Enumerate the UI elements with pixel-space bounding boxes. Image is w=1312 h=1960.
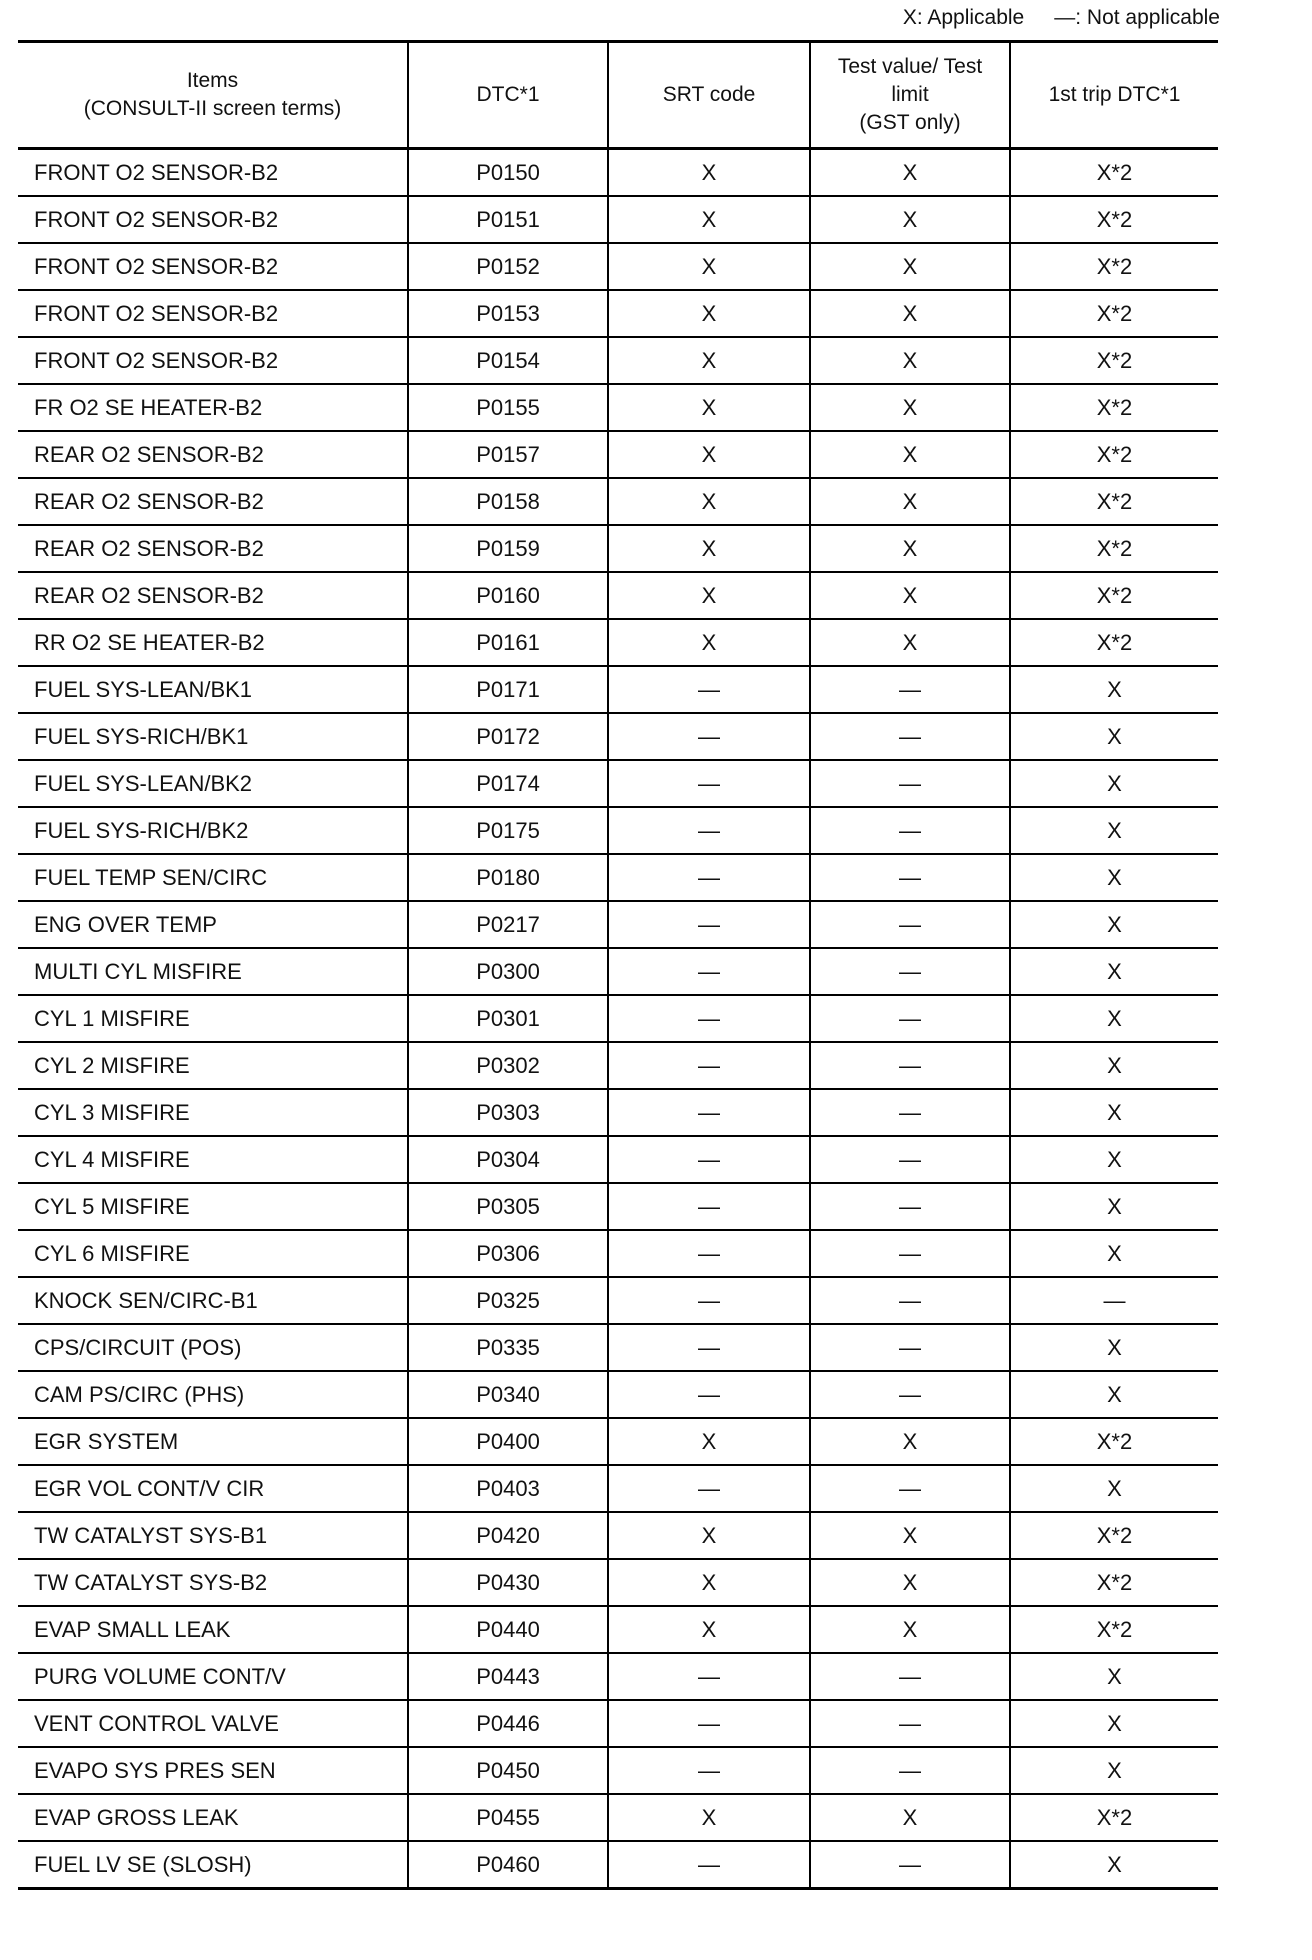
cell-srt-code: — <box>608 1465 810 1512</box>
table-row <box>18 572 1218 619</box>
cell-test-value: — <box>810 1747 1010 1794</box>
cell-srt-code: — <box>608 1747 810 1794</box>
cell-1st-trip-dtc: X <box>1010 854 1218 901</box>
cell-item: ENG OVER TEMP <box>18 901 408 948</box>
cell-item: FUEL SYS-RICH/BK2 <box>18 807 408 854</box>
cell-1st-trip-dtc: X <box>1010 1042 1218 1089</box>
cell-test-value: — <box>810 1371 1010 1418</box>
cell-test-value: X <box>810 478 1010 525</box>
cell-dtc: P0400 <box>408 1418 608 1465</box>
table-row <box>18 431 1218 478</box>
cell-dtc: P0152 <box>408 243 608 290</box>
cell-1st-trip-dtc: X*2 <box>1010 384 1218 431</box>
table-row <box>18 1653 1218 1700</box>
dtc-table <box>18 40 1218 1890</box>
cell-item: EGR VOL CONT/V CIR <box>18 1465 408 1512</box>
cell-dtc: P0151 <box>408 196 608 243</box>
cell-dtc: P0154 <box>408 337 608 384</box>
cell-test-value: — <box>810 1465 1010 1512</box>
cell-srt-code: — <box>608 1277 810 1324</box>
cell-dtc: P0150 <box>408 149 608 197</box>
cell-1st-trip-dtc: X*2 <box>1010 478 1218 525</box>
cell-srt-code: — <box>608 1841 810 1889</box>
table-row <box>18 1512 1218 1559</box>
header-test-line1: Test value/ Test <box>837 55 983 78</box>
cell-srt-code: X <box>608 196 810 243</box>
cell-1st-trip-dtc: X*2 <box>1010 1418 1218 1465</box>
cell-dtc: P0301 <box>408 995 608 1042</box>
cell-item: FRONT O2 SENSOR-B2 <box>18 149 408 197</box>
cell-1st-trip-dtc: X <box>1010 901 1218 948</box>
cell-dtc: P0172 <box>408 713 608 760</box>
table-row <box>18 619 1218 666</box>
cell-test-value: — <box>810 854 1010 901</box>
cell-dtc: P0160 <box>408 572 608 619</box>
table-row <box>18 149 1218 197</box>
table-row <box>18 666 1218 713</box>
cell-test-value: X <box>810 572 1010 619</box>
cell-test-value: X <box>810 290 1010 337</box>
cell-test-value: — <box>810 948 1010 995</box>
cell-1st-trip-dtc: X <box>1010 1324 1218 1371</box>
table-row <box>18 478 1218 525</box>
cell-dtc: P0300 <box>408 948 608 995</box>
cell-test-value: X <box>810 1606 1010 1653</box>
cell-item: EVAP GROSS LEAK <box>18 1794 408 1841</box>
table-row <box>18 1324 1218 1371</box>
table-row <box>18 948 1218 995</box>
cell-srt-code: — <box>608 854 810 901</box>
cell-item: MULTI CYL MISFIRE <box>18 948 408 995</box>
cell-1st-trip-dtc: X <box>1010 948 1218 995</box>
cell-test-value: — <box>810 1183 1010 1230</box>
cell-1st-trip-dtc: X*2 <box>1010 431 1218 478</box>
cell-srt-code: X <box>608 478 810 525</box>
legend-applicable: X: Applicable <box>902 6 1025 29</box>
cell-srt-code: — <box>608 713 810 760</box>
table-row <box>18 901 1218 948</box>
cell-srt-code: X <box>608 572 810 619</box>
table-row <box>18 1183 1218 1230</box>
cell-srt-code: — <box>608 1089 810 1136</box>
cell-test-value: — <box>810 901 1010 948</box>
cell-dtc: P0446 <box>408 1700 608 1747</box>
cell-item: REAR O2 SENSOR-B2 <box>18 431 408 478</box>
cell-item: CYL 3 MISFIRE <box>18 1089 408 1136</box>
table-row <box>18 1841 1218 1889</box>
cell-dtc: P0171 <box>408 666 608 713</box>
cell-dtc: P0302 <box>408 1042 608 1089</box>
cell-test-value: — <box>810 1089 1010 1136</box>
table-row <box>18 196 1218 243</box>
table-row <box>18 1747 1218 1794</box>
cell-item: CYL 5 MISFIRE <box>18 1183 408 1230</box>
header-srt-code: SRT code <box>608 42 810 149</box>
cell-1st-trip-dtc: X <box>1010 1183 1218 1230</box>
cell-1st-trip-dtc: X*2 <box>1010 1794 1218 1841</box>
cell-test-value: X <box>810 196 1010 243</box>
cell-1st-trip-dtc: X*2 <box>1010 572 1218 619</box>
cell-dtc: P0335 <box>408 1324 608 1371</box>
table-row <box>18 337 1218 384</box>
table-row <box>18 1559 1218 1606</box>
cell-1st-trip-dtc: X <box>1010 666 1218 713</box>
cell-dtc: P0174 <box>408 760 608 807</box>
header-test-value <box>810 42 1010 149</box>
cell-item: FRONT O2 SENSOR-B2 <box>18 290 408 337</box>
cell-item: TW CATALYST SYS-B2 <box>18 1559 408 1606</box>
cell-test-value: — <box>810 1277 1010 1324</box>
table-row <box>18 1700 1218 1747</box>
cell-item: FRONT O2 SENSOR-B2 <box>18 196 408 243</box>
cell-item: CPS/CIRCUIT (POS) <box>18 1324 408 1371</box>
cell-1st-trip-dtc: X <box>1010 1841 1218 1889</box>
header-1st-trip-dtc: 1st trip DTC*1 <box>1010 42 1218 149</box>
cell-srt-code: — <box>608 1136 810 1183</box>
cell-test-value: — <box>810 1700 1010 1747</box>
cell-test-value: — <box>810 1230 1010 1277</box>
cell-1st-trip-dtc: X <box>1010 1136 1218 1183</box>
table-body <box>18 149 1218 1889</box>
cell-srt-code: — <box>608 807 810 854</box>
cell-srt-code: — <box>608 948 810 995</box>
cell-test-value: X <box>810 431 1010 478</box>
cell-1st-trip-dtc: X*2 <box>1010 1512 1218 1559</box>
cell-item: EGR SYSTEM <box>18 1418 408 1465</box>
table-header <box>18 42 1218 149</box>
cell-srt-code: — <box>608 901 810 948</box>
cell-test-value: X <box>810 1512 1010 1559</box>
legend <box>903 6 1220 30</box>
cell-test-value: X <box>810 619 1010 666</box>
table-row <box>18 243 1218 290</box>
cell-test-value: — <box>810 1841 1010 1889</box>
cell-srt-code: X <box>608 243 810 290</box>
table-row <box>18 1042 1218 1089</box>
cell-item: REAR O2 SENSOR-B2 <box>18 525 408 572</box>
cell-item: CYL 4 MISFIRE <box>18 1136 408 1183</box>
cell-1st-trip-dtc: X*2 <box>1010 1606 1218 1653</box>
cell-1st-trip-dtc: X*2 <box>1010 149 1218 197</box>
cell-test-value: — <box>810 995 1010 1042</box>
header-test-line2: limit <box>891 83 929 106</box>
cell-test-value: X <box>810 149 1010 197</box>
cell-srt-code: X <box>608 384 810 431</box>
cell-dtc: P0305 <box>408 1183 608 1230</box>
table-row <box>18 1277 1218 1324</box>
cell-test-value: — <box>810 1653 1010 1700</box>
table-row <box>18 854 1218 901</box>
cell-1st-trip-dtc: X*2 <box>1010 525 1218 572</box>
cell-item: FUEL TEMP SEN/CIRC <box>18 854 408 901</box>
cell-item: FRONT O2 SENSOR-B2 <box>18 337 408 384</box>
cell-dtc: P0306 <box>408 1230 608 1277</box>
cell-item: VENT CONTROL VALVE <box>18 1700 408 1747</box>
cell-item: FUEL SYS-LEAN/BK1 <box>18 666 408 713</box>
cell-item: FUEL SYS-LEAN/BK2 <box>18 760 408 807</box>
cell-item: FRONT O2 SENSOR-B2 <box>18 243 408 290</box>
cell-dtc: P0304 <box>408 1136 608 1183</box>
table-row <box>18 384 1218 431</box>
header-row <box>18 42 1218 149</box>
cell-1st-trip-dtc: X*2 <box>1010 290 1218 337</box>
cell-item: CAM PS/CIRC (PHS) <box>18 1371 408 1418</box>
cell-1st-trip-dtc: X <box>1010 1747 1218 1794</box>
table-row <box>18 1089 1218 1136</box>
cell-1st-trip-dtc: X <box>1010 995 1218 1042</box>
cell-srt-code: — <box>608 1653 810 1700</box>
cell-item: FUEL SYS-RICH/BK1 <box>18 713 408 760</box>
cell-srt-code: X <box>608 619 810 666</box>
cell-test-value: — <box>810 666 1010 713</box>
cell-1st-trip-dtc: X <box>1010 1371 1218 1418</box>
cell-1st-trip-dtc: X*2 <box>1010 1559 1218 1606</box>
cell-srt-code: — <box>608 666 810 713</box>
cell-item: REAR O2 SENSOR-B2 <box>18 478 408 525</box>
cell-dtc: P0157 <box>408 431 608 478</box>
table-row <box>18 1418 1218 1465</box>
cell-test-value: — <box>810 807 1010 854</box>
table-row <box>18 713 1218 760</box>
cell-dtc: P0217 <box>408 901 608 948</box>
cell-srt-code: X <box>608 1606 810 1653</box>
table-row <box>18 1465 1218 1512</box>
cell-test-value: X <box>810 1794 1010 1841</box>
cell-item: REAR O2 SENSOR-B2 <box>18 572 408 619</box>
cell-srt-code: — <box>608 1230 810 1277</box>
cell-dtc: P0153 <box>408 290 608 337</box>
header-items-line1: Items <box>186 69 239 92</box>
cell-item: CYL 1 MISFIRE <box>18 995 408 1042</box>
cell-1st-trip-dtc: X <box>1010 713 1218 760</box>
cell-srt-code: X <box>608 525 810 572</box>
cell-srt-code: — <box>608 1700 810 1747</box>
cell-test-value: — <box>810 1042 1010 1089</box>
cell-1st-trip-dtc: X <box>1010 1230 1218 1277</box>
cell-1st-trip-dtc: X <box>1010 1700 1218 1747</box>
cell-1st-trip-dtc: X <box>1010 1653 1218 1700</box>
cell-dtc: P0440 <box>408 1606 608 1653</box>
legend-not-applicable: —: Not applicable <box>1054 6 1220 29</box>
cell-srt-code: — <box>608 995 810 1042</box>
table-row <box>18 760 1218 807</box>
cell-test-value: — <box>810 1324 1010 1371</box>
cell-dtc: P0325 <box>408 1277 608 1324</box>
cell-dtc: P0455 <box>408 1794 608 1841</box>
cell-dtc: P0420 <box>408 1512 608 1559</box>
cell-srt-code: — <box>608 760 810 807</box>
cell-item: PURG VOLUME CONT/V <box>18 1653 408 1700</box>
cell-item: TW CATALYST SYS-B1 <box>18 1512 408 1559</box>
cell-item: FUEL LV SE (SLOSH) <box>18 1841 408 1889</box>
cell-srt-code: — <box>608 1183 810 1230</box>
cell-dtc: P0161 <box>408 619 608 666</box>
table-row <box>18 807 1218 854</box>
cell-test-value: X <box>810 243 1010 290</box>
cell-test-value: — <box>810 760 1010 807</box>
cell-srt-code: X <box>608 1418 810 1465</box>
cell-1st-trip-dtc: X <box>1010 1465 1218 1512</box>
cell-item: RR O2 SE HEATER-B2 <box>18 619 408 666</box>
cell-srt-code: — <box>608 1371 810 1418</box>
cell-dtc: P0158 <box>408 478 608 525</box>
table-row <box>18 1606 1218 1653</box>
cell-test-value: — <box>810 1136 1010 1183</box>
cell-srt-code: X <box>608 337 810 384</box>
cell-item: EVAPO SYS PRES SEN <box>18 1747 408 1794</box>
cell-1st-trip-dtc: X <box>1010 760 1218 807</box>
cell-srt-code: X <box>608 1794 810 1841</box>
table-row <box>18 1136 1218 1183</box>
cell-srt-code: X <box>608 290 810 337</box>
cell-test-value: X <box>810 384 1010 431</box>
cell-dtc: P0175 <box>408 807 608 854</box>
header-dtc: DTC*1 <box>408 42 608 149</box>
cell-1st-trip-dtc: X <box>1010 1089 1218 1136</box>
cell-dtc: P0155 <box>408 384 608 431</box>
cell-srt-code: X <box>608 1559 810 1606</box>
table-row <box>18 290 1218 337</box>
header-test-line3: (GST only) <box>859 111 961 134</box>
cell-item: FR O2 SE HEATER-B2 <box>18 384 408 431</box>
cell-srt-code: — <box>608 1042 810 1089</box>
cell-test-value: X <box>810 1418 1010 1465</box>
header-items <box>18 42 408 149</box>
cell-dtc: P0159 <box>408 525 608 572</box>
cell-test-value: — <box>810 713 1010 760</box>
cell-1st-trip-dtc: X*2 <box>1010 619 1218 666</box>
cell-dtc: P0443 <box>408 1653 608 1700</box>
cell-1st-trip-dtc: — <box>1010 1277 1218 1324</box>
cell-1st-trip-dtc: X*2 <box>1010 337 1218 384</box>
cell-1st-trip-dtc: X*2 <box>1010 196 1218 243</box>
cell-item: CYL 6 MISFIRE <box>18 1230 408 1277</box>
cell-test-value: X <box>810 1559 1010 1606</box>
cell-dtc: P0430 <box>408 1559 608 1606</box>
table-row <box>18 1371 1218 1418</box>
cell-test-value: X <box>810 337 1010 384</box>
table-row <box>18 1230 1218 1277</box>
cell-dtc: P0460 <box>408 1841 608 1889</box>
cell-test-value: X <box>810 525 1010 572</box>
cell-srt-code: X <box>608 1512 810 1559</box>
cell-dtc: P0180 <box>408 854 608 901</box>
cell-item: CYL 2 MISFIRE <box>18 1042 408 1089</box>
cell-dtc: P0340 <box>408 1371 608 1418</box>
header-items-line2: (CONSULT-II screen terms) <box>83 97 342 120</box>
cell-srt-code: X <box>608 149 810 197</box>
cell-srt-code: — <box>608 1324 810 1371</box>
cell-item: EVAP SMALL LEAK <box>18 1606 408 1653</box>
cell-srt-code: X <box>608 431 810 478</box>
dtc-table-container <box>18 40 1218 1890</box>
cell-item: KNOCK SEN/CIRC-B1 <box>18 1277 408 1324</box>
cell-dtc: P0303 <box>408 1089 608 1136</box>
table-row <box>18 1794 1218 1841</box>
cell-1st-trip-dtc: X <box>1010 807 1218 854</box>
table-row <box>18 995 1218 1042</box>
table-row <box>18 525 1218 572</box>
cell-1st-trip-dtc: X*2 <box>1010 243 1218 290</box>
cell-dtc: P0403 <box>408 1465 608 1512</box>
cell-dtc: P0450 <box>408 1747 608 1794</box>
